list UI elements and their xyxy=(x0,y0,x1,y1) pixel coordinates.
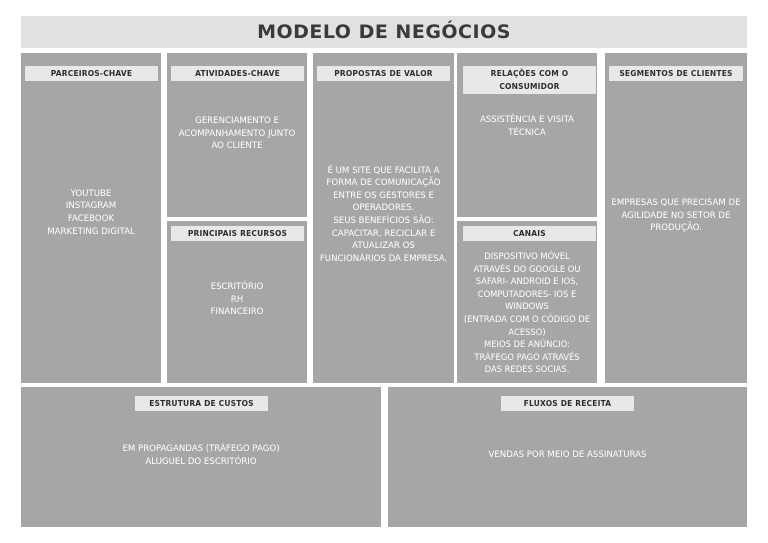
principais-recursos-content: ESCRITÓRIO RH FINANCEIRO xyxy=(210,282,264,318)
parceiros-chave-block xyxy=(21,53,161,383)
segmentos-clientes-label: SEGMENTOS DE CLIENTES xyxy=(609,66,743,81)
principais-recursos-label: PRINCIPAIS RECURSOS xyxy=(171,226,304,241)
propostas-de-valor-label: PROPOSTAS DE VALOR xyxy=(317,66,450,81)
page-title-bar xyxy=(21,16,747,48)
fluxos-receita-content: VENDAS POR MEIO DE ASSINATURAS xyxy=(488,449,647,460)
estrutura-custos-label: ESTRUTURA DE CUSTOS xyxy=(135,396,268,411)
propostas-de-valor-content: É UM SITE QUE FACILITA A FORMA DE COMUNICAÇÃO ENTRE OS GESTORES E OPERADORES. SEUS BENEFÍCIOS SÃO: CAPACITAR, RECICLAR E ATUALIZAR OS FUNCIONÁRIOS DA EMPRESA. xyxy=(319,165,448,264)
fluxos-receita-block xyxy=(388,387,747,527)
propostas-de-valor-block xyxy=(313,53,454,383)
estrutura-custos-block xyxy=(21,387,381,527)
relacoes-consumidor-content: ASSISTÊNCIA E VISITA TÉCNICA xyxy=(479,115,575,138)
parceiros-chave-label: PARCEIROS-CHAVE xyxy=(25,66,158,81)
canais-block xyxy=(457,221,597,383)
parceiros-chave-content: YOUTUBE INSTAGRAM FACEBOOK MARKETING DIGITAL xyxy=(47,188,135,237)
atividades-chave-content: GERENCIAMENTO E ACOMPANHAMENTO JUNTO AO CLIENTE xyxy=(178,116,296,152)
relacoes-consumidor-block xyxy=(457,53,597,217)
atividades-chave-block xyxy=(167,53,307,217)
segmentos-clientes-content: EMPRESAS QUE PRECISAM DE AGILIDADE NO SETOR DE PRODUÇÃO. xyxy=(611,198,741,234)
page-title: MODELO DE NEGÓCIOS xyxy=(257,21,511,43)
fluxos-receita-label: FLUXOS DE RECEITA xyxy=(501,396,634,411)
canais-content: DISPOSITIVO MÓVEL ATRAVÉS DO GOOGLE OU SAFARI- ANDROID E IOS, COMPUTADORES- IOS E WINDOWS (ENTRADA COM O CÓDIGO DE ACESSO) MEIOS DE ANÚNCIO: TRÁFEGO PAGO ATRAVÉS DAS REDES SOCIAS. xyxy=(463,251,591,375)
segmentos-clientes-block xyxy=(605,53,747,383)
atividades-chave-label: ATIVIDADES-CHAVE xyxy=(171,66,304,81)
relacoes-consumidor-label: RELAÇÕES COM O CONSUMIDOR xyxy=(463,66,596,94)
estrutura-custos-content: EM PROPAGANDAS (TRÁFEGO PAGO) ALUGUEL DO ESCRITÓRIO xyxy=(122,444,280,467)
principais-recursos-block xyxy=(167,221,307,383)
canais-label: CANAIS xyxy=(463,226,596,241)
